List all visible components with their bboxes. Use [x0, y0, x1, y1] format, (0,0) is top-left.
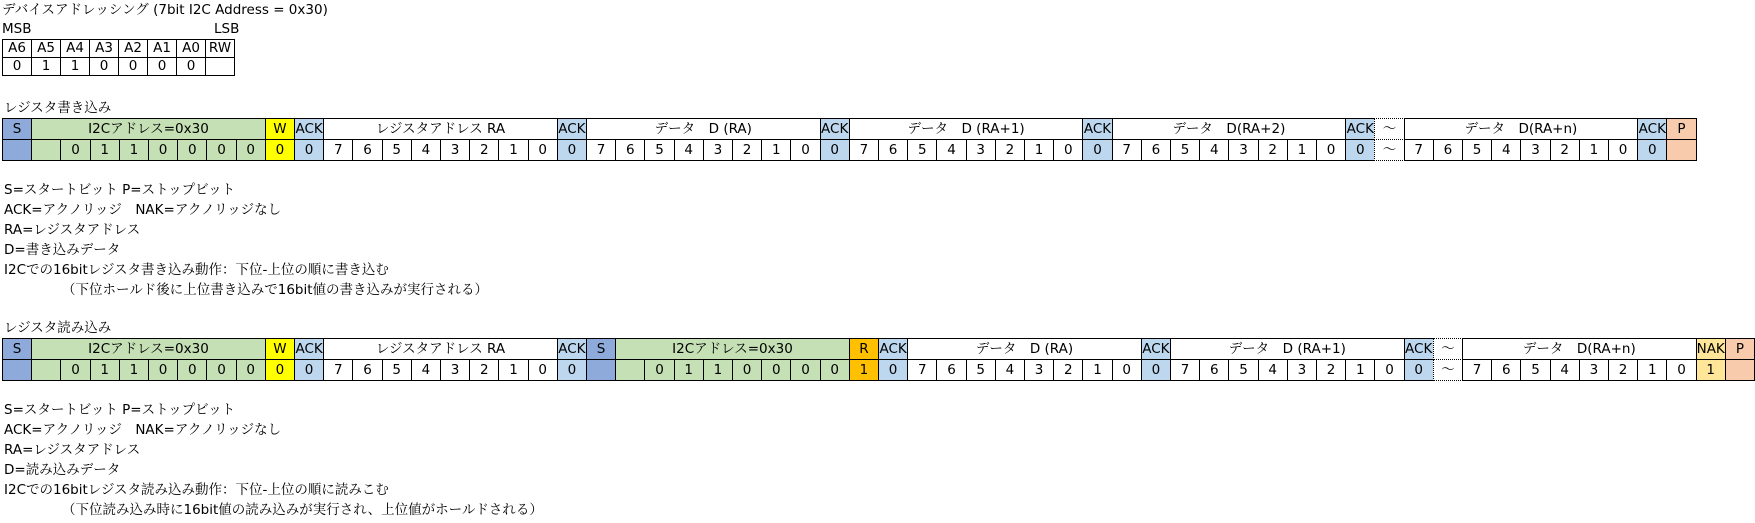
note-line: I2Cでの16bitレジスタ書き込み動作：下位-上位の順に書き込む [4, 262, 389, 278]
bit-cell: 0 [60, 139, 90, 161]
field-label: ACK [1141, 338, 1171, 360]
value-cell [206, 58, 235, 76]
bit-cell: 0 [1053, 139, 1083, 161]
note-line: D=書き込みデータ [4, 242, 121, 258]
bit-cell: 3 [1287, 359, 1317, 381]
bit-cell [31, 139, 61, 161]
field-label: レジスタアドレス RA [323, 118, 558, 140]
bit-cell: 1 [119, 139, 149, 161]
bit-cell: 2 [1258, 139, 1288, 161]
header-cell: A4 [61, 40, 90, 58]
bit-cell: 7 [1112, 139, 1142, 161]
bit-cell: 4 [411, 139, 441, 161]
bit-cell: 5 [382, 139, 412, 161]
field-label: ACK [557, 118, 587, 140]
bit-cell: 5 [907, 139, 937, 161]
bit-cell: 3 [1228, 139, 1258, 161]
bit-cell [615, 359, 645, 381]
note-line: ACK=アクノリッジ NAK=アクノリッジなし [4, 202, 282, 218]
bit-cell: 0 [820, 139, 850, 161]
value-cell: 1 [32, 58, 61, 76]
bit-cell: 2 [732, 139, 762, 161]
field-label: ACK [557, 338, 587, 360]
field-label: NAK [1696, 338, 1726, 360]
bit-cell: 5 [1520, 359, 1550, 381]
bit-cell: 3 [440, 139, 470, 161]
header-cell: A3 [90, 40, 119, 58]
bit-cell: 0 [790, 359, 820, 381]
header-cell: A0 [177, 40, 206, 58]
bit-cell: 3 [703, 139, 733, 161]
bit-cell: 0 [732, 359, 762, 381]
lsb-label: LSB [214, 21, 240, 37]
field-label: データ D (RA) [907, 338, 1142, 360]
bit-cell: 6 [1199, 359, 1229, 381]
note-line: RA=レジスタアドレス [4, 222, 141, 238]
bit-cell: 1 [498, 359, 528, 381]
bit-cell: 3 [1024, 359, 1054, 381]
bit-cell: 0 [557, 139, 587, 161]
note-line: RA=レジスタアドレス [4, 442, 141, 458]
bit-cell: 1 [1637, 359, 1667, 381]
bit-cell: 6 [352, 359, 382, 381]
bit-cell: 7 [586, 139, 616, 161]
field-label: S [2, 118, 32, 140]
field-label: レジスタアドレス RA [323, 338, 558, 360]
bit-cell: 1 [1287, 139, 1317, 161]
address-header-row [3, 40, 235, 58]
field-label: I2Cアドレス=0x30 [31, 118, 266, 140]
bit-cell: 6 [1141, 139, 1171, 161]
bit-cell: 1 [1082, 359, 1112, 381]
bit-cell: 1 [761, 139, 791, 161]
bit-cell: 5 [966, 359, 996, 381]
bit-cell: 2 [1608, 359, 1638, 381]
field-label: データ D(RA+n) [1462, 338, 1697, 360]
field-label: P [1666, 118, 1696, 140]
bit-cell: 0 [1404, 359, 1434, 381]
bit-cell: 0 [265, 359, 295, 381]
field-label: W [265, 118, 295, 140]
bit-cell: 0 [177, 139, 207, 161]
bit-cell: 7 [1462, 359, 1492, 381]
bit-cell: 1 [498, 139, 528, 161]
field-label: W [265, 338, 295, 360]
bit-cell: 2 [469, 359, 499, 381]
bit-cell: 0 [528, 359, 558, 381]
note-line: D=読み込みデータ [4, 462, 121, 478]
bit-cell: 1 [90, 139, 120, 161]
bit-cell [2, 139, 32, 161]
bit-cell: 6 [1491, 359, 1521, 381]
bit-cell: 6 [352, 139, 382, 161]
bit-cell: 0 [265, 139, 295, 161]
bit-cell: 6 [615, 139, 645, 161]
value-cell: 0 [90, 58, 119, 76]
bit-cell: 0 [1374, 359, 1404, 381]
field-label: ～ [1374, 118, 1404, 140]
bit-cell: 0 [1608, 139, 1638, 161]
bit-cell: 4 [1550, 359, 1580, 381]
read-sequence [2, 338, 1752, 382]
bit-cell [586, 359, 616, 381]
bit-cell: 4 [1491, 139, 1521, 161]
field-label: データ D(RA+n) [1404, 118, 1639, 140]
bit-cell: 2 [1550, 139, 1580, 161]
bit-cell: 7 [323, 139, 353, 161]
bit-cell: 3 [440, 359, 470, 381]
field-label: P [1725, 338, 1755, 360]
note-line: S=スタートビット P=ストップビット [4, 182, 236, 198]
field-label: ACK [1404, 338, 1434, 360]
bit-cell: 3 [1579, 359, 1609, 381]
bit-cell: 1 [1024, 139, 1054, 161]
bit-cell: 6 [936, 359, 966, 381]
bit-cell: ～ [1433, 359, 1463, 381]
value-cell: 0 [177, 58, 206, 76]
field-label: データ D (RA) [586, 118, 821, 140]
bit-cell: 1 [119, 359, 149, 381]
bit-cell: 2 [1316, 359, 1346, 381]
bit-cell: 0 [1637, 139, 1667, 161]
bit-cell: 7 [849, 139, 879, 161]
bit-cell: 0 [1316, 139, 1346, 161]
bit-cell: 3 [966, 139, 996, 161]
bit-cell: 2 [1053, 359, 1083, 381]
address-table [2, 39, 235, 76]
bit-cell: 0 [761, 359, 791, 381]
field-label: データ D (RA+1) [1170, 338, 1405, 360]
bit-cell: 0 [790, 139, 820, 161]
header-cell: A5 [32, 40, 61, 58]
header-cell: A2 [119, 40, 148, 58]
bit-cell: 0 [1082, 139, 1112, 161]
bit-cell: 1 [703, 359, 733, 381]
write-title: レジスタ書き込み [4, 100, 112, 116]
bit-cell: 2 [995, 139, 1025, 161]
bit-cell: 5 [644, 139, 674, 161]
msb-label: MSB [2, 21, 32, 37]
bit-cell [1725, 359, 1755, 381]
bit-cell: 0 [1345, 139, 1375, 161]
bit-cell: 1 [1345, 359, 1375, 381]
bit-cell: 6 [878, 139, 908, 161]
address-value-row [3, 58, 235, 76]
note-line: ACK=アクノリッジ NAK=アクノリッジなし [4, 422, 282, 438]
bit-cell: 4 [1199, 139, 1229, 161]
note-line: I2Cでの16bitレジスタ読み込み動作：下位-上位の順に読みこむ [4, 482, 389, 498]
field-label: ACK [1637, 118, 1667, 140]
bit-cell [2, 359, 32, 381]
bit-cell: 4 [995, 359, 1025, 381]
bit-cell: 0 [236, 139, 266, 161]
bit-cell: 7 [323, 359, 353, 381]
device-title: デバイスアドレッシング (7bit I2C Address = 0x30) [2, 2, 328, 18]
header-cell: A6 [3, 40, 32, 58]
bit-cell: 4 [674, 139, 704, 161]
bit-cell: 0 [206, 359, 236, 381]
field-label: S [2, 338, 32, 360]
field-label: S [586, 338, 616, 360]
bit-cell: 0 [60, 359, 90, 381]
field-label: ACK [294, 118, 324, 140]
bit-cell: 4 [936, 139, 966, 161]
header-cell: RW [206, 40, 235, 58]
bit-cell: 1 [1579, 139, 1609, 161]
bit-cell: 0 [878, 359, 908, 381]
field-label: データ D (RA+1) [849, 118, 1084, 140]
bit-cell [1666, 139, 1696, 161]
bit-cell: 5 [1228, 359, 1258, 381]
note-line: （下位ホールド後に上位書き込みで16bit値の書き込みが実行される） [62, 282, 489, 298]
bit-cell: 0 [1141, 359, 1171, 381]
field-label: I2Cアドレス=0x30 [615, 338, 850, 360]
bit-cell: 0 [206, 139, 236, 161]
bit-cell: 0 [1666, 359, 1696, 381]
bit-cell: 0 [1112, 359, 1142, 381]
bit-cell: 4 [411, 359, 441, 381]
field-label: ACK [878, 338, 908, 360]
note-line: （下位読み込み時に16bit値の読み込みが実行され、上位値がホールドされる） [62, 502, 543, 518]
bit-cell: 2 [469, 139, 499, 161]
bit-cell: ～ [1374, 139, 1404, 161]
bit-cell [31, 359, 61, 381]
note-line: S=スタートビット P=ストップビット [4, 402, 236, 418]
value-cell: 0 [3, 58, 32, 76]
bit-cell: 5 [1462, 139, 1492, 161]
field-label: ACK [294, 338, 324, 360]
bit-cell: 6 [1433, 139, 1463, 161]
bit-cell: 0 [820, 359, 850, 381]
field-label: ～ [1433, 338, 1463, 360]
bit-cell: 1 [1696, 359, 1726, 381]
bit-cell: 0 [294, 139, 324, 161]
bit-cell: 1 [674, 359, 704, 381]
value-cell: 0 [148, 58, 177, 76]
write-notes [4, 180, 488, 300]
bit-cell: 0 [557, 359, 587, 381]
header-cell: A1 [148, 40, 177, 58]
field-label: R [849, 338, 879, 360]
field-label: ACK [820, 118, 850, 140]
bit-cell: 0 [148, 139, 178, 161]
value-cell: 0 [119, 58, 148, 76]
read-title: レジスタ読み込み [4, 320, 112, 336]
field-label: データ D(RA+2) [1112, 118, 1347, 140]
bit-cell: 0 [148, 359, 178, 381]
bit-cell: 0 [177, 359, 207, 381]
value-cell: 1 [61, 58, 90, 76]
bit-cell: 0 [644, 359, 674, 381]
bit-cell: 7 [1170, 359, 1200, 381]
bit-cell: 0 [294, 359, 324, 381]
bit-cell: 4 [1258, 359, 1288, 381]
field-label: ACK [1082, 118, 1112, 140]
field-label: I2Cアドレス=0x30 [31, 338, 266, 360]
bit-cell: 0 [236, 359, 266, 381]
write-sequence [2, 118, 1742, 162]
bit-cell: 0 [528, 139, 558, 161]
bit-cell: 1 [90, 359, 120, 381]
bit-cell: 3 [1520, 139, 1550, 161]
bit-cell: 5 [1170, 139, 1200, 161]
bit-cell: 1 [849, 359, 879, 381]
bit-cell: 7 [907, 359, 937, 381]
field-label: ACK [1345, 118, 1375, 140]
bit-cell: 7 [1404, 139, 1434, 161]
read-notes [4, 400, 543, 520]
bit-cell: 5 [382, 359, 412, 381]
